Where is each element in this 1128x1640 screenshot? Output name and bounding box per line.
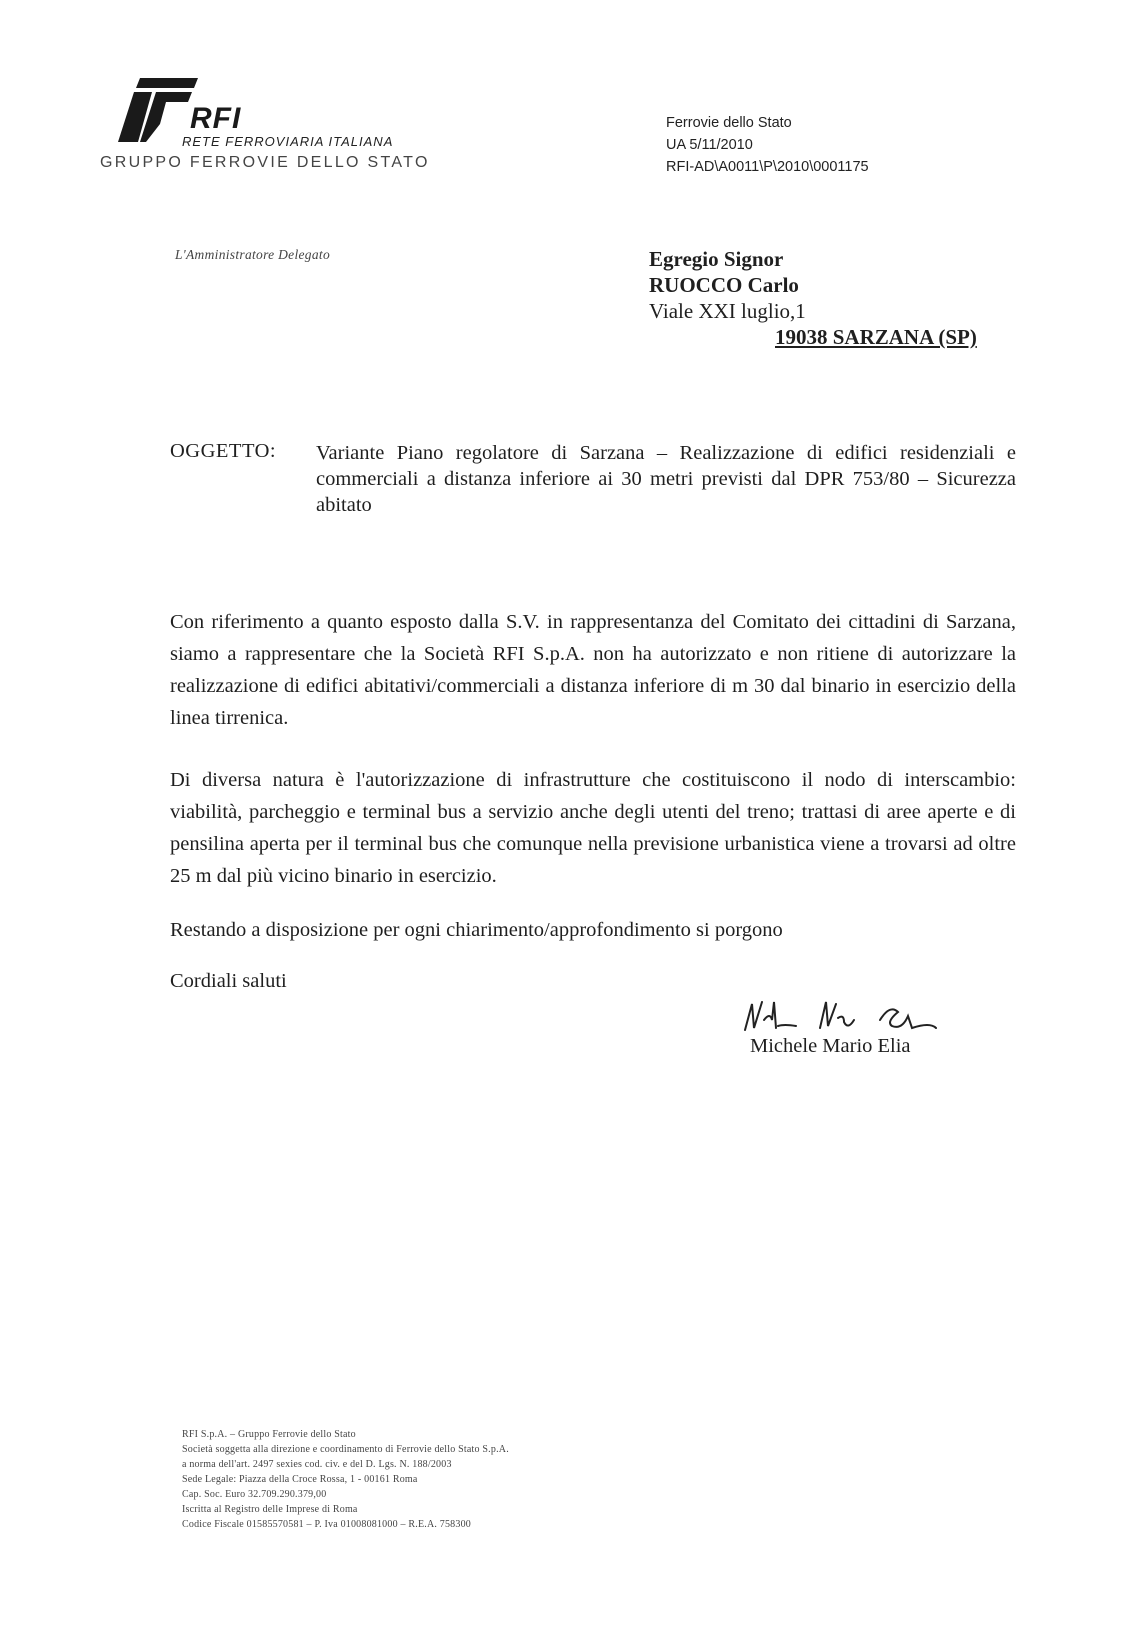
sender-role: L'Amministratore Delegato [175, 247, 331, 262]
protocol-date: UA 5/11/2010 [666, 137, 753, 153]
body-paragraph: Di diversa natura è l'autorizzazione di infrastrutture che costituiscono il nodo di interscambio: viabilità, parcheggio e terminal bus a servizio anche degli utenti del treno; trattasi di aree aperte e di pensilina aperta per il terminal bus che comunque nella previsione urbanistica viene a trovarsi ad oltre 25 m dal più vicino binario in esercizio. [170, 769, 1016, 887]
protocol-line: Ferrovie dello Stato [666, 115, 792, 131]
protocol-stamp [666, 112, 869, 178]
footer-line: Società soggetta alla direzione e coordinamento di Ferrovie dello Stato S.p.A. [182, 1444, 509, 1455]
recipient-address [649, 246, 977, 350]
body-paragraph: Restando a disposizione per ogni chiarimento/approfondimento si porgono [170, 919, 783, 941]
closing-greeting: Cordiali saluti [170, 970, 287, 992]
protocol-number: RFI-AD\A0011\P\2010\0001175 [666, 159, 869, 175]
subject-label: OGGETTO: [170, 440, 277, 462]
footer-line: a norma dell'art. 2497 sexies cod. civ. e del D. Lgs. N. 188/2003 [182, 1459, 452, 1470]
rfi-logo [100, 74, 430, 174]
logo-fullname: RETE FERROVIARIA ITALIANA [182, 134, 394, 149]
recipient-name: RUOCCO Carlo [649, 273, 799, 297]
subject-text: Variante Piano regolatore di Sarzana – Realizzazione di edifici residenziali e commerciali a distanza inferiore ai 30 metri previsti dal DPR 753/80 – Sicurezza abitato [316, 442, 1016, 516]
signer-name: Michele Mario Elia [750, 1035, 911, 1057]
footer-line: RFI S.p.A. – Gruppo Ferrovie dello Stato [182, 1429, 356, 1440]
recipient-city: 19038 SARZANA (SP) [775, 325, 977, 349]
group-name: GRUPPO FERROVIE DELLO STATO [100, 154, 430, 171]
footer-line: Codice Fiscale 01585570581 – P. Iva 01008081000 – R.E.A. 758300 [182, 1519, 471, 1530]
logo-acronym: RFI [190, 102, 242, 135]
company-footer [182, 1427, 509, 1532]
handwritten-signature [740, 990, 970, 1040]
recipient-salutation: Egregio Signor [649, 247, 784, 271]
footer-line: Sede Legale: Piazza della Croce Rossa, 1 - 00161 Roma [182, 1474, 418, 1485]
footer-line: Iscritta al Registro delle Imprese di Roma [182, 1504, 358, 1515]
footer-line: Cap. Soc. Euro 32.709.290.379,00 [182, 1489, 327, 1500]
recipient-street: Viale XXI luglio,1 [649, 299, 806, 323]
body-paragraph: Con riferimento a quanto esposto dalla S.V. in rappresentanza del Comitato dei cittadini di Sarzana, siamo a rappresentare che la Società RFI S.p.A. non ha autorizzato e non ritiene di autorizzare la realizzazione di edifici abitativi/commerciali a distanza inferiore di m 30 dal binario in esercizio della linea tirrenica. [170, 611, 1016, 729]
